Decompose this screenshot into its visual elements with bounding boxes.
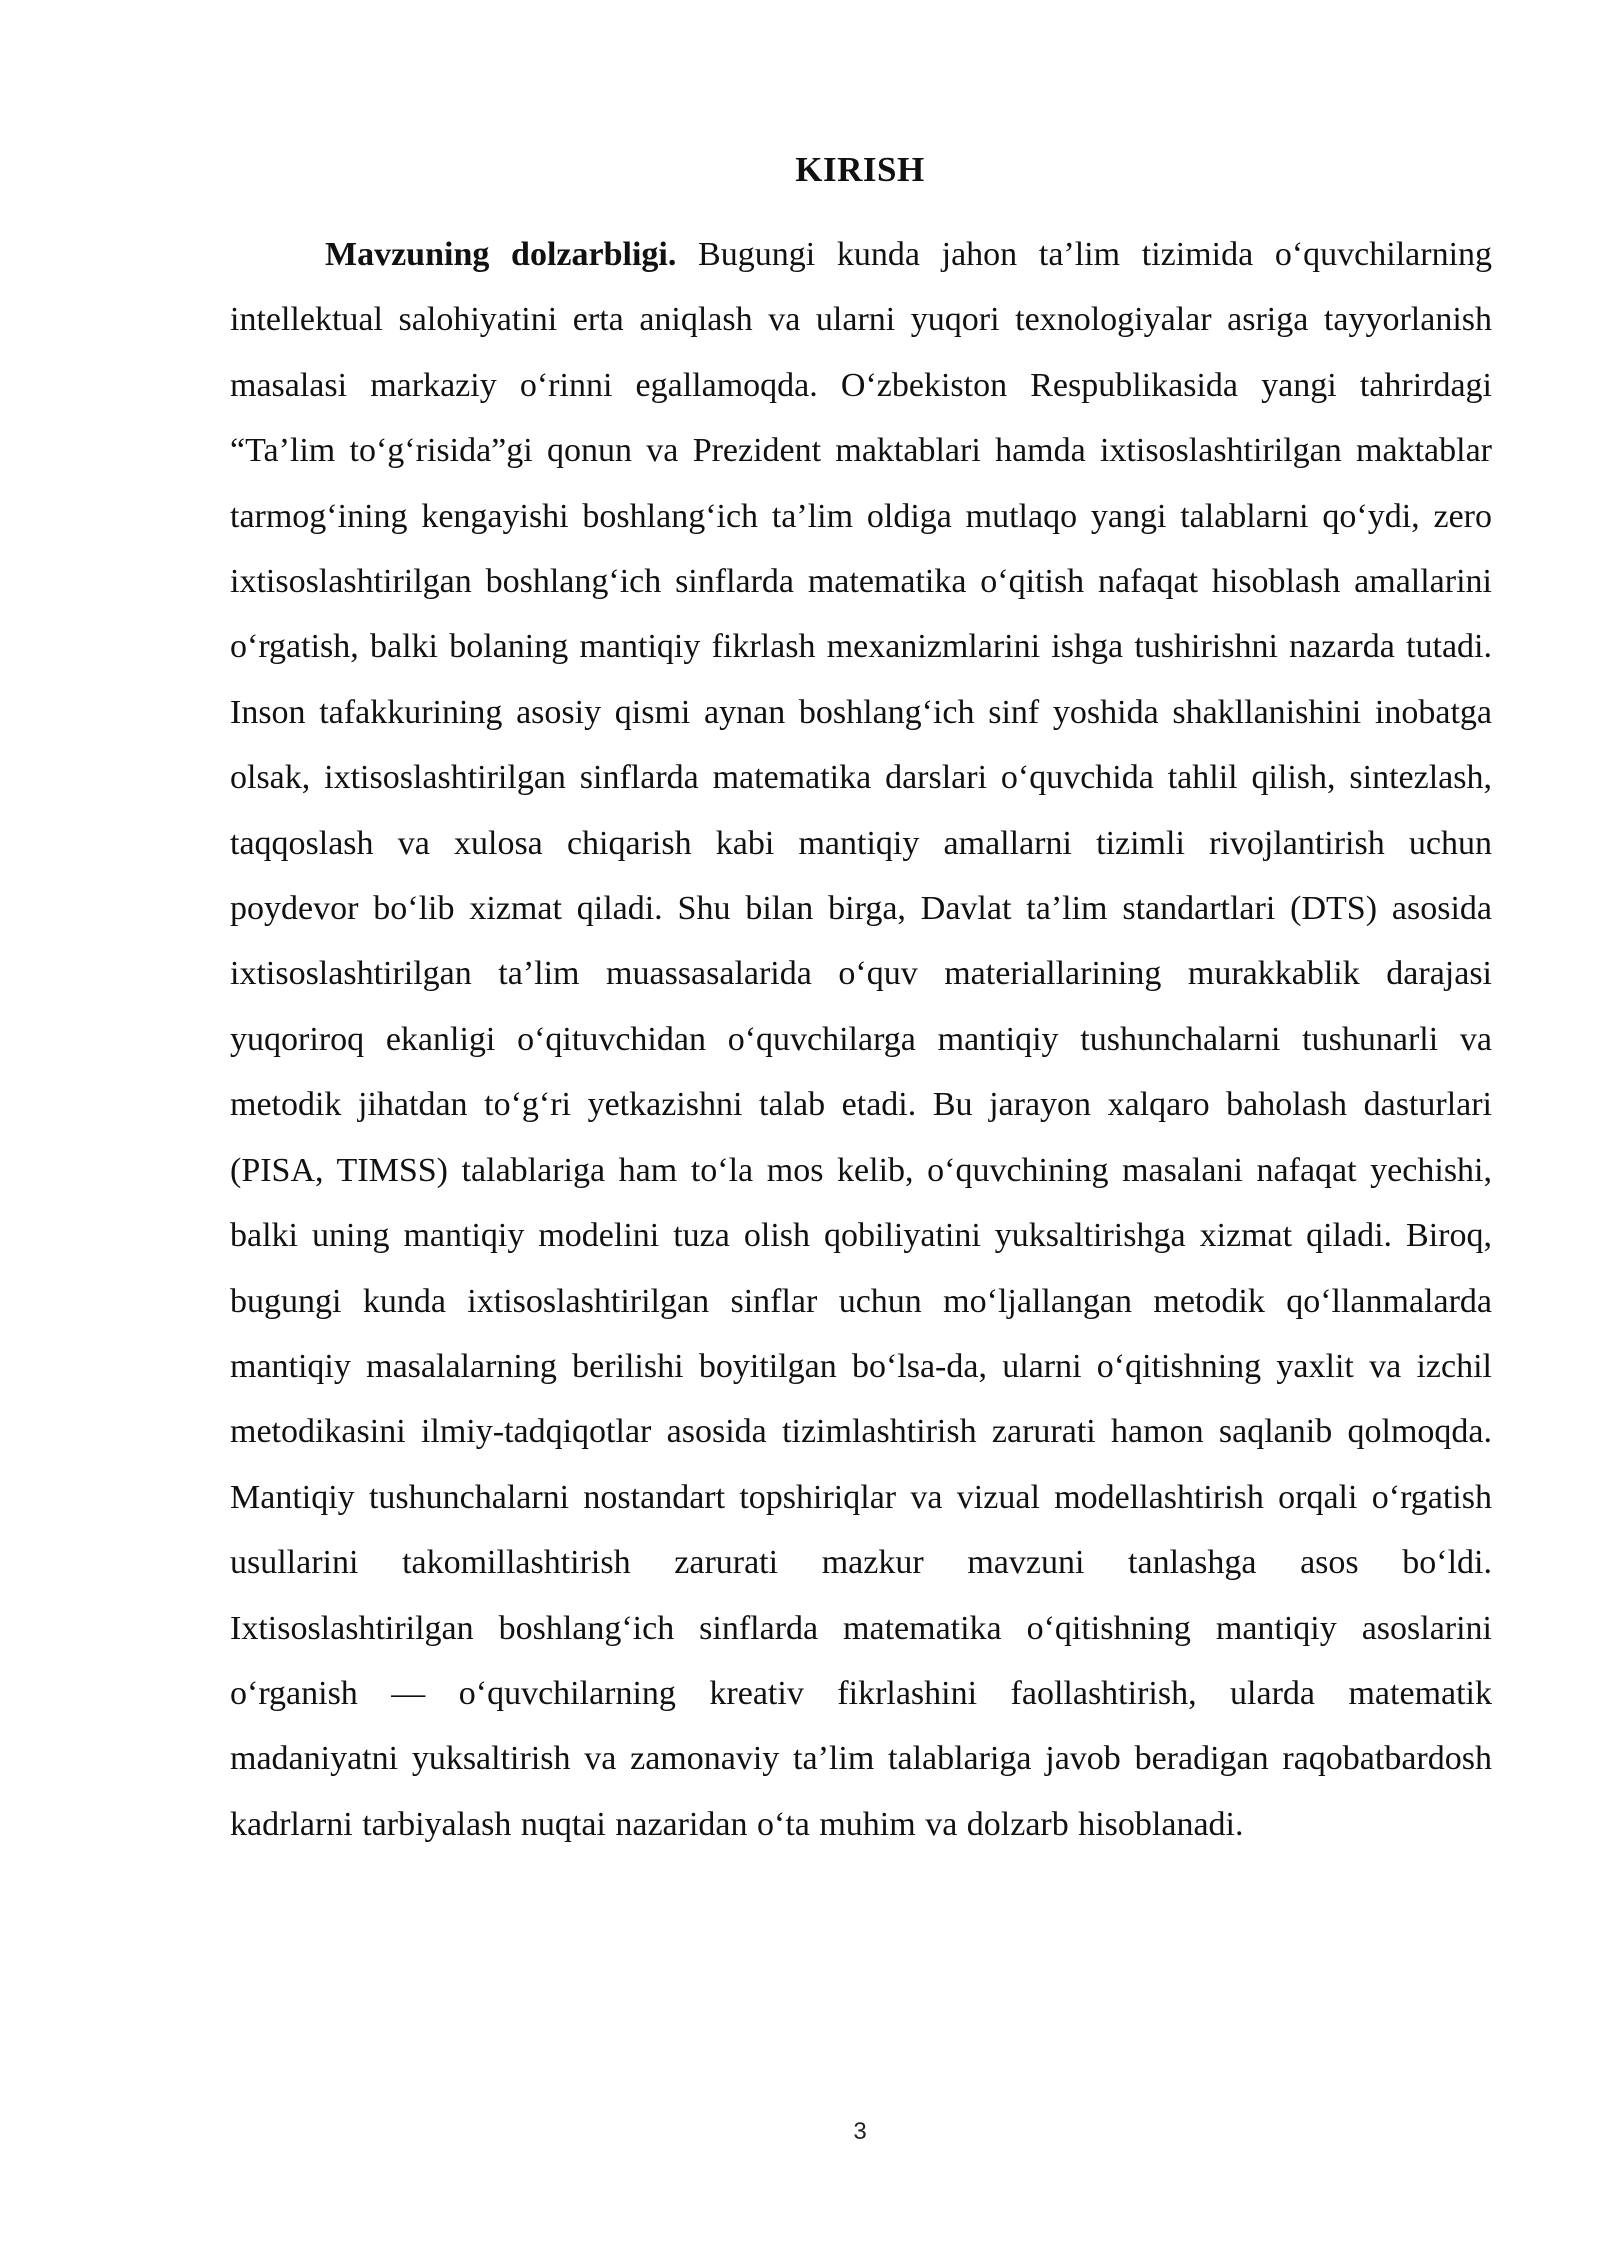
- paragraph-text: Bugungi kunda jahon ta’lim tizimida o‘quvchilarning intellektual salohiyatini erta aniqlash va ularni yuqori texnologiyalar asriga tayyorlanish masalasi markaziy o‘rinni egallamoqda. O‘zbekiston Respublikasida yangi tahrirdagi “Ta’lim to‘g‘risida”gi qonun va Prezident maktablari hamda ixtisoslashtirilgan maktablar tarmog‘ining kengayishi boshlang‘ich ta’lim oldiga mutlaqo yangi talablarni qo‘ydi, zero ixtisoslashtirilgan boshlang‘ich sinflarda matematika o‘qitish nafaqat hisoblash amallarini o‘rgatish, balki bolaning mantiqiy fikrlash mexanizmlarini ishga tushirishni nazarda tutadi. Inson tafakkurining asosiy qismi aynan boshlang‘ich sinf yoshida shakllanishini inobatga olsak, ixtisoslashtirilgan sinflarda matematika darslari o‘quvchida tahlil qilish, sintezlash, taqqoslash va xulosa chiqarish kabi mantiqiy amallarni tizimli rivojlantirish uchun poydevor bo‘lib xizmat qiladi. Shu bilan birga, Davlat ta’lim standartlari (DTS) asosida ixtisoslashtirilgan ta’lim muassasalarida o‘quv materiallarining murakkablik darajasi yuqoriroq ekanligi o‘qituvchidan o‘quvchilarga mantiqiy tushunchalarni tushunarli va metodik jihatdan to‘g‘ri yetkazishni talab etadi. Bu jarayon xalqaro baholash dasturlari (PISA, TIMSS) talablariga ham to‘la mos kelib, o‘quvchining masalani nafaqat yechishi, balki uning mantiqiy modelini tuza olish qobiliyatini yuksaltirishga xizmat qiladi. Biroq, bugungi kunda ixtisoslashtirilgan sinflar uchun mo‘ljallangan metodik qo‘llanmalarda mantiqiy masalalarning berilishi boyitilgan bo‘lsa-da, ularni o‘qitishning yaxlit va izchil metodikasini ilmiy-tadqiqotlar asosida tizimlashtirish zarurati hamon saqlanib qolmoqda. Mantiqiy tushunchalarni nostandart topshiriqlar va vizual modellashtirish orqali o‘rgatish usullarini takomillashtirish zarurati mazkur mavzuni tanlashga asos bo‘ldi. Ixtisoslashtirilgan boshlang‘ich sinflarda matematika o‘qitishning mantiqiy asoslarini o‘rganish — o‘quvchilarning kreativ fikrlashini faollashtirish, ularda matematik madaniyatni yuksaltirish va zamonaviy ta’lim talablariga javob beradigan raqobatbardosh kadrlarni tarbiyalash nuqtai nazaridan o‘ta muhim va dolzarb hisoblanadi.: [230, 236, 1493, 1843]
- lead-phrase: Mavzuning dolzarbligi.: [325, 236, 677, 273]
- body-paragraph: [230, 222, 1492, 1857]
- page-number: 3: [853, 2118, 867, 2145]
- page-heading: KIRISH: [795, 150, 925, 189]
